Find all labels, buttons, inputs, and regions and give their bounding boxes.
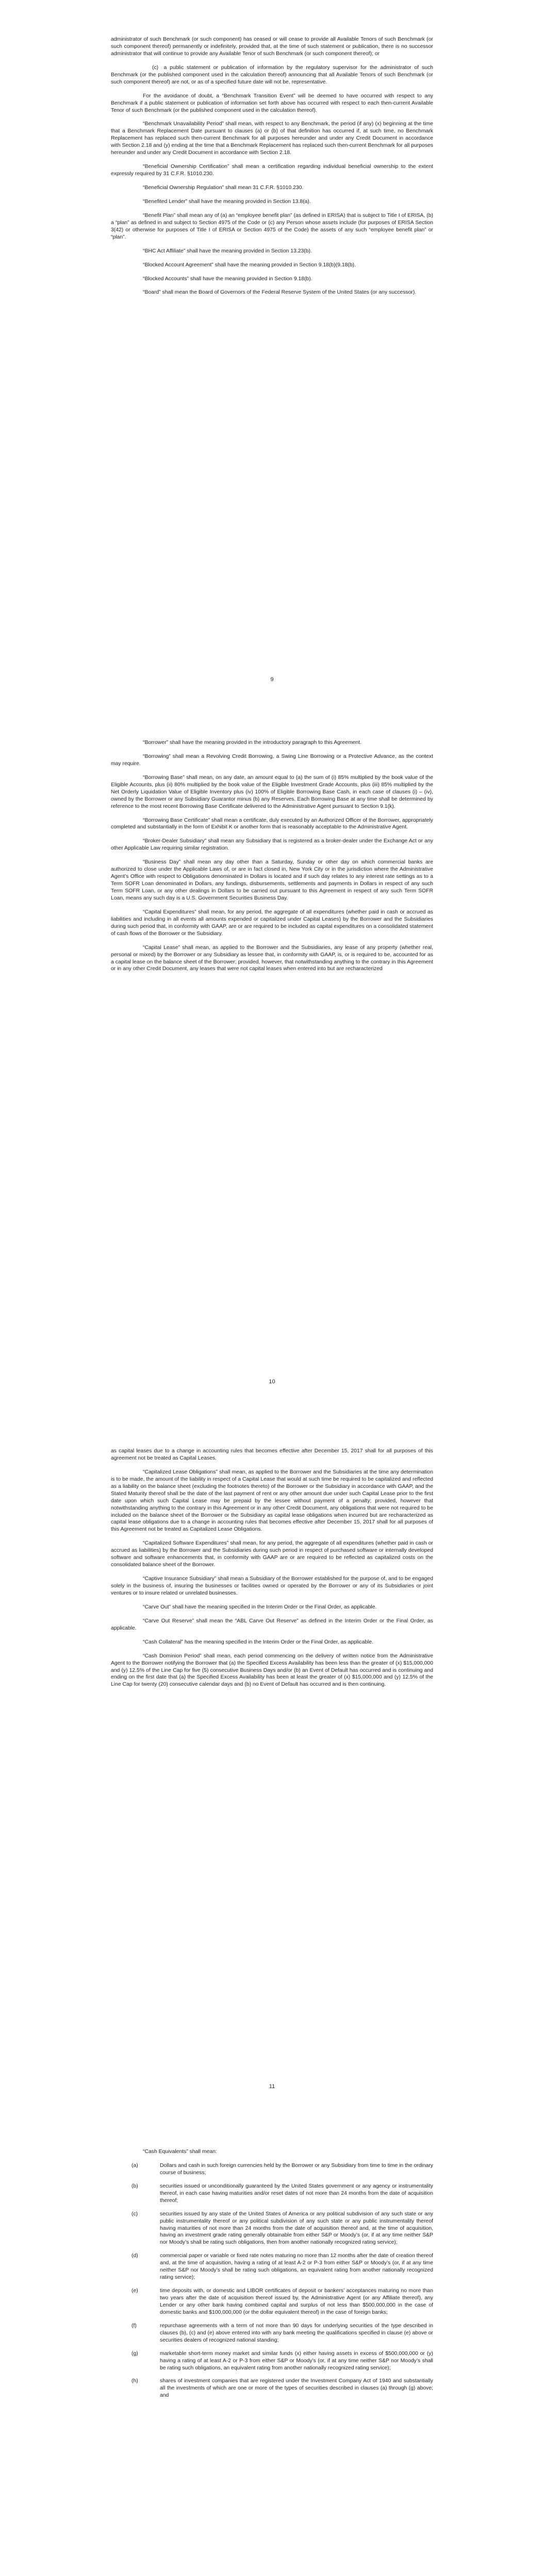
list-item (111, 2162, 433, 2177)
definition-benchmark-unavailability-period: “Benchmark Unavailability Period” shall mean, with respect to any Benchmark, the period (if any) (x) beginning at the time that a Benchmark Replacement Date pursuant to clauses (a) or (b) of that definition has occurred if, at such time, no Benchmark Replacement has replaced such then-current Benchmark for all purposes hereunder and under any Credit Document in accordance with Section 2.18 and (y) ending at the time that a Benchmark Replacement has replaced such then-current Benchmark for all purposes hereunder and under any Credit Document in accordance with Section 2.18. (111, 121, 433, 156)
definition-beneficial-ownership-certification: “Beneficial Ownership Certification” shall mean a certification regarding individual beneficial ownership to the extent expressly required by 31 C.F.R. §1010.230. (111, 164, 433, 177)
paragraph: as capital leases due to a change in accounting rules that becomes effective after December 15, 2017 shall for all purposes of this agreement not be treated as Capital Leases. (111, 1448, 433, 1461)
definition-capital-expenditures: “Capital Expenditures” shall mean, for any period, the aggregate of all expenditures (whether paid in cash or accrued as liabilities and including in all events all amounts expended or capitalized under Capital Leases) by the Borrower and the Subsidiaries during such period that, in conformity with GAAP, are or are required to be included as capital expenditures on a consolidated statement of cash flows of the Borrower or the Subsidiary. (111, 909, 433, 937)
list-text: Dollars and cash in such foreign currencies held by the Borrower or any Subsidiary from time to time in the ordinary course of business; (160, 2162, 433, 2176)
definition-borrowing: “Borrowing” shall mean a Revolving Credit Borrowing, a Swing Line Borrowing or a Protective Advance, as the context may require. (111, 753, 433, 767)
list-label: (d) (131, 2253, 138, 2259)
definition-capitalized-lease-obligations: “Capitalized Lease Obligations” shall mean, as applied to the Borrower and the Subsidiaries at the time any determination is to be made, the amount of the liability in respect of a Capital Lease that would at such time be required to be capitalized and reflected as a liability on the balance sheet (excluding the footnotes thereto) of the Borrower or the Subsidiary in accordance with GAAP, and the Stated Maturity thereof shall be the date of the last payment of rent or any other amount due under such Capital Lease prior to the first date upon which such Capital Lease may be prepaid by the lessee without payment of a penalty; provided, however that notwithstanding anything to the contrary in this Agreement or in any other Credit Document, any obligations that were not required to be included on the balance sheet of the Borrower or the Subsidiary as capital lease obligations when incurred but are recharacterized as capital lease obligations due to a change in accounting rules that becomes effective after December 15, 2017 shall for all purposes of this Agreement not be treated as Capitalized Lease Obligations. (111, 1469, 433, 1533)
definition-borrowing-base: “Borrowing Base” shall mean, on any date, an amount equal to (a) the sum of (i) 85% multiplied by the book value of the Eligible Accounts, plus (ii) 80% multiplied by the book value of the Eligible Investment Grade Accounts, plus (iii) 85% multiplied by the Net Orderly Liquidation Value of Eligible Inventory plus (iv) 100% of Eligible Borrowing Base Cash, in each case of clauses (i) – (iv), owned by the Borrower or any Subsidiary Guarantor minus (b) any Reserves. Each Borrowing Base at any time shall be determined by reference to the most recent Borrowing Base Certificate delivered to the Administrative Agent pursuant to Section 9.1(k). (111, 774, 433, 809)
paragraph: For the avoidance of doubt, a “Benchmark Transition Event” will be deemed to have occurred with respect to any Benchmark if a public statement or publication of information set forth above has occurred with respect to each then-current Available Tenor of such Benchmark (or the published component used in the calculation thereof). (111, 93, 433, 113)
list-text: marketable short-term money market and similar funds (x) either having assets in excess of $500,000,000 or (y) having a rating of at least A-2 or P-3 from either S&P or Moody’s (or, if at any time neither S&P nor Moody’s shall be rating such obligations, an equivalent rating from another nationally recognized rating service); (160, 2350, 433, 2371)
list-item (111, 2350, 433, 2372)
list-label: (b) (131, 2183, 138, 2189)
definition-blocked-accounts: “Blocked Accounts” shall have the meaning provided in Section 9.18(b). (143, 276, 312, 282)
definition-board: “Board” shall mean the Board of Governors of the Federal Reserve System of the United States (or any successor). (143, 290, 417, 296)
list-item (111, 2183, 433, 2205)
list-text: securities issued or unconditionally guaranteed by the United States government or any agency or instrumentality thereof, in each case having maturities and/or reset dates of not more than 24 months from the date of acquisition thereof; (160, 2183, 433, 2204)
paragraph: (c) a public statement or publication of information by the regulatory supervisor for the administrator of such Benchmark (or the published component used in the calculation thereof) announcing that all Available Tenors of such Benchmark (or such component thereof) are not, or as of a specified future date will not be, representative. (111, 64, 433, 85)
definition-beneficial-ownership-regulation: “Beneficial Ownership Regulation” shall mean 31 C.F.R. §1010.230. (143, 185, 304, 191)
definition-cash-collateral: “Cash Collateral” has the meaning specified in the Interim Order or the Final Order, as applicable. (143, 1639, 374, 1645)
definition-broker-dealer-subsidiary: “Broker-Dealer Subsidiary” shall mean any Subsidiary that is registered as a broker-dealer under the Exchange Act or any other Applicable Law requiring similar registration. (111, 838, 433, 852)
definition-benefit-plan: “Benefit Plan” shall mean any of (a) an “employee benefit plan” (as defined in ERISA) that is subject to Title I of ERISA, (b) a “plan” as defined in and subject to Section 4975 of the Code or (c) any Person whose assets include (for purposes of ERISA Section 3(42) or otherwise for purposes of Title I of ERISA or Section 4975 of the Code) the assets of any such “employee benefit plan” or “plan”. (111, 212, 433, 240)
definition-capital-lease: “Capital Lease” shall mean, as applied to the Borrower and the Subsidiaries, any lease of any property (whether real, personal or mixed) by the Borrower or any Subsidiary as lessee that, in conformity with GAAP, is, or is required to be, accounted for as a capital lease on the balance sheet of the Borrower; provided, however, that notwithstanding anything to the contrary in this Agreement or in any other Credit Document, any leases that were not capital leases when entered into but are recharacterized (111, 944, 433, 972)
page-number: 11 (269, 2083, 275, 2090)
list-item (111, 2252, 433, 2281)
list-item (111, 2287, 433, 2316)
list-label: (g) (131, 2350, 138, 2357)
definition-capitalized-software-expenditures: “Capitalized Software Expenditures” shall mean, for any period, the aggregate of all expenditures (whether paid in cash or accrued as liabilities) by the Borrower and the Subsidiaries during such period in respect of purchased software or internally developed software and software enhancements that, in conformity with GAAP are or are required to be reflected as capitalized costs on the consolidated balance sheet of the Borrower. (111, 1540, 433, 1568)
definition-benefited-lender: “Benefited Lender” shall have the meaning provided in Section 13.8(a). (143, 198, 311, 205)
definition-carve-out-reserve: “Carve Out Reserve” shall mean the “ABL Carve Out Reserve” as defined in the Interim Order or the Final Order, as applicable. (111, 1618, 433, 1631)
list-item (111, 2378, 433, 2399)
list-label: (c) (131, 2211, 138, 2217)
paragraph: administrator of such Benchmark (or such component) has ceased or will cease to provide all Available Tenors of such Benchmark (or such component thereof) permanently or indefinitely, provided that, at the time of such statement or publication, there is no successor administrator that will continue to provide any Available Tenor of such Benchmark (or such component thereof); or (111, 37, 433, 57)
list-item (111, 2323, 433, 2344)
definition-business-day: “Business Day” shall mean any day other than a Saturday, Sunday or other day on which commercial banks are authorized to close under the Applicable Laws of, or are in fact closed in, New York City or in the jurisdiction where the Administrative Agent’s Office with respect to Obligations denominated in Dollars is located and if such day relates to any interest rate settings as to a Term SOFR Loan denominated in Dollars, any fundings, disbursements, settlements and payments in Dollars in respect of any such Term SOFR Loan, or any other dealings in Dollars to be carried out pursuant to this Agreement in respect of any such Term SOFR Loan, means any such day is a U.S. Government Securities Business Day. (111, 859, 433, 901)
page-number: 9 (270, 676, 274, 683)
list-label: (e) (131, 2288, 138, 2294)
definition-captive-insurance-subsidiary: “Captive Insurance Subsidiary” shall mean a Subsidiary of the Borrower established for the purpose of, and to be engaged solely in the business of, insuring the businesses or facilities owned or operated by the Borrower or any of its Subsidiaries or joint ventures or to insure related or unrelated businesses. (111, 1576, 433, 1596)
list-text: time deposits with, or domestic and LIBOR certificates of deposit or bankers’ acceptances maturing no more than two years after the date of acquisition thereof issued by, the Administrative Agent (or any Affiliate thereof), any Lender or any other bank having combined capital and surplus of not less than $500,000,000 in the case of domestic banks and $100,000,000 (or the dollar equivalent thereof) in the case of foreign banks; (160, 2288, 433, 2315)
definition-bhc-act-affiliate: “BHC Act Affiliate” shall have the meaning provided in Section 13.23(b). (143, 248, 312, 254)
definition-borrowing-base-certificate: “Borrowing Base Certificate” shall mean a certificate, duly executed by an Authorized Officer of the Borrower, appropriately completed and substantially in the form of Exhibit K or another form that is reasonably acceptable to the Administrative Agent. (111, 817, 433, 831)
list-label: (f) (131, 2323, 137, 2329)
list-label: (a) (131, 2162, 138, 2168)
definition-blocked-account-agreement: “Blocked Account Agreement” shall have the meaning provided in Section 9.18(b)(9.18(b). (143, 262, 356, 268)
list-text: shares of investment companies that are registered under the Investment Company Act of 1940 and substantially all the investments of which are one or more of the types of securities described in clauses (a) through (g) above; and (160, 2378, 433, 2399)
definition-cash-dominion-period: “Cash Dominion Period” shall mean, each period commencing on the delivery of written notice from the Administrative Agent to the Borrower notifying the Borrower that (a) the Specified Excess Availability has been less than the greater of (x) $15,000,000 and (y) 12.5% of the Line Cap for five (5) consecutive Business Days and/or (b) an Event of Default has occurred and is continuing and ending on the first date that (a) the Specified Excess Availability has been at least the greater of (x) $15,000,000 and (y) 12.5% of the Line Cap for twenty (20) consecutive calendar days and (b) no Event of Default has occurred and is then continuing. (111, 1653, 433, 1688)
list-text: securities issued by any state of the United States of America or any political subdivision of any such state or any public instrumentality thereof or any political subdivision of any such state or any public instrumentality thereof having maturities of not more than 24 months from the date of acquisition thereof and, at the time of acquisition, having an investment grade rating generally obtainable from either S&P or Moody’s (or, if at any time neither S&P nor Moody’s shall be rating such obligations, then from another nationally recognized rating service); (160, 2211, 433, 2246)
definition-cash-equivalents: “Cash Equivalents” shall mean: (143, 2149, 217, 2155)
definition-carve-out: “Carve Out” shall have the meaning specified in the Interim Order or the Final Order, as applicable. (143, 1604, 377, 1610)
list-text: commercial paper or variable or fixed rate notes maturing no more than 12 months after the date of creation thereof and, at the time of acquisition, having a rating of at least A-2 or P-3 from either S&P or Moody’s (or, if at any time neither S&P nor Moody’s shall be rating such obligations, an equivalent rating from another nationally recognized rating service); (160, 2253, 433, 2281)
list-label: (h) (131, 2378, 138, 2384)
definition-borrower: “Borrower” shall have the meaning provided in the introductory paragraph to this Agreement. (143, 740, 361, 745)
list-text: repurchase agreements with a term of not more than 90 days for underlying securities of the type described in clauses (b), (c) and (e) above entered into with any bank meeting the qualifications specified in clause (e) above or securities dealers of recognized national standing; (160, 2323, 433, 2343)
page-number: 10 (269, 1379, 275, 1385)
list-item (111, 2211, 433, 2247)
